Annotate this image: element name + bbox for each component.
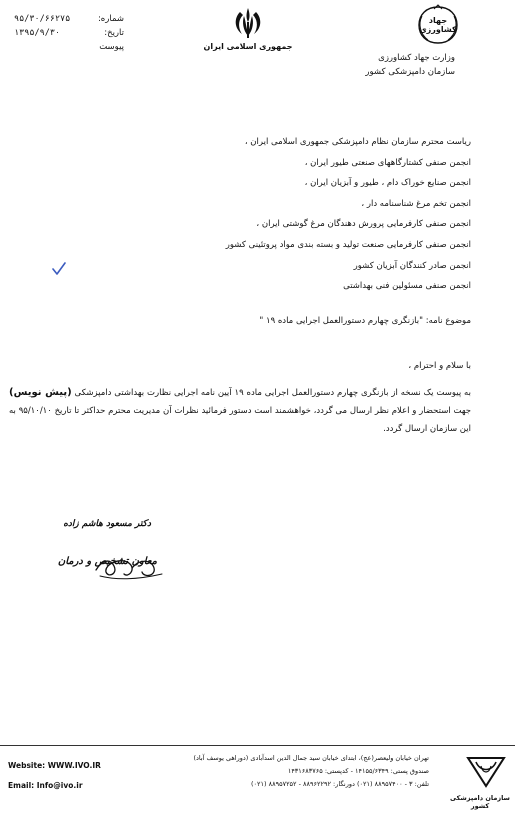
body-highlight: (پیش نویس) xyxy=(9,387,72,398)
number-row xyxy=(14,12,124,26)
recipient-item: انجمن صادر کنندگان آبزیان کشور xyxy=(353,260,471,271)
organization-name: سازمان دامپزشکی کشور xyxy=(365,67,455,77)
letter-greeting: با سلام و احترام ، xyxy=(408,361,471,371)
letter-subject: موضوع نامه: "بازنگری چهارم دستورالعمل اجرایی ماده ۱۹ " xyxy=(259,316,471,326)
ministry-name: وزارت جهاد کشاورزی xyxy=(378,53,455,63)
footer-pobox: صندوق پستی: ۱۴۱۵۵/۶۳۴۹ - کدپستی: ۱۴۳۱۶۸۳۷۶۵ xyxy=(287,767,429,775)
footer-website: Website: WWW.IVO.IR xyxy=(8,761,101,770)
signatory-title: معاون تشخیص و درمان xyxy=(57,556,157,567)
letter-meta xyxy=(14,12,124,54)
number-value: ۹۵/۳۰/۶۶۲۷۵ xyxy=(14,14,71,24)
attachment-row xyxy=(14,40,124,54)
recipient-item: انجمن صنفی کارفرمایی صنعت تولید و بسته بندی مواد پروتئینی کشور xyxy=(225,239,471,250)
checkmark-icon xyxy=(52,262,66,276)
veterinary-organization-logo-icon xyxy=(462,752,510,790)
footer-divider xyxy=(0,745,515,746)
letter-body xyxy=(9,384,471,438)
recipient-item: انجمن تخم مرغ شناسنامه دار ، xyxy=(361,198,471,209)
footer-logo-caption: سازمان دامپزشکی کشور xyxy=(450,794,510,810)
body-part-1: به پیوست یک نسخه از بازنگری چهارم دستورالعمل اجرایی ماده ۱۹ آیین نامه اجرایی نظارت بهداشتی دامپزشکی xyxy=(71,388,471,398)
attachment-label: پیوست xyxy=(99,42,124,52)
signatory-name: دکتر مسعود هاشم زاده xyxy=(63,519,151,529)
date-value: ۱۳۹۵/۹/۳۰ xyxy=(14,28,61,38)
emblem-caption: جمهوری اسلامی ایران xyxy=(203,42,293,51)
recipient-item: انجمن صنفی کارفرمایی پرورش دهندگان مرغ گوشتی ایران ، xyxy=(256,219,471,230)
footer-phones: تلفن: ۳ - ۸۸۹۵۷۴۰۰ (۰۲۱) دورنگار: ۸۸۹۶۲۲۹۲ - ۸۸۹۵۷۲۵۲ (۰۲۱) xyxy=(250,780,429,788)
footer-address: تهران خیابان ولیعصر(عج)، ابتدای خیابان سید جمال الدین اسدآبادی (دوراهی یوسف آباد) xyxy=(193,754,429,762)
date-row xyxy=(14,26,124,40)
date-label: تاریخ: xyxy=(104,28,124,38)
logo-text: جهاد کشاورزی xyxy=(419,16,457,34)
recipient-item: انجمن صنایع خوراک دام ، طیور و آبزیان ایران ، xyxy=(304,178,471,189)
number-label: شماره: xyxy=(97,14,124,24)
handwritten-signature-icon xyxy=(92,548,170,584)
body-part-2: جهت استحضار و اعلام نظر ارسال می گردد، خواهشمند است دستور فرمائید نظرات آن مدیریت محترم حداکثر تا تاریخ ۹۵/۱۰/۱۰ به این سازمان ارسال گردد. xyxy=(9,406,471,434)
recipient-item: انجمن صنفی کشتارگاههای صنعتی طیور ایران ، xyxy=(304,157,471,168)
iran-emblem-icon xyxy=(228,6,268,40)
organization-block xyxy=(365,51,455,79)
footer-contact xyxy=(129,752,429,791)
footer-email: Email: Info@ivo.ir xyxy=(8,781,83,790)
recipient-item: انجمن صنفی مسئولین فنی بهداشتی xyxy=(343,281,471,292)
recipients-list xyxy=(51,132,471,297)
recipient-item: ریاست محترم سازمان نظام دامپزشکی جمهوری اسلامی ایران ، xyxy=(244,137,471,147)
